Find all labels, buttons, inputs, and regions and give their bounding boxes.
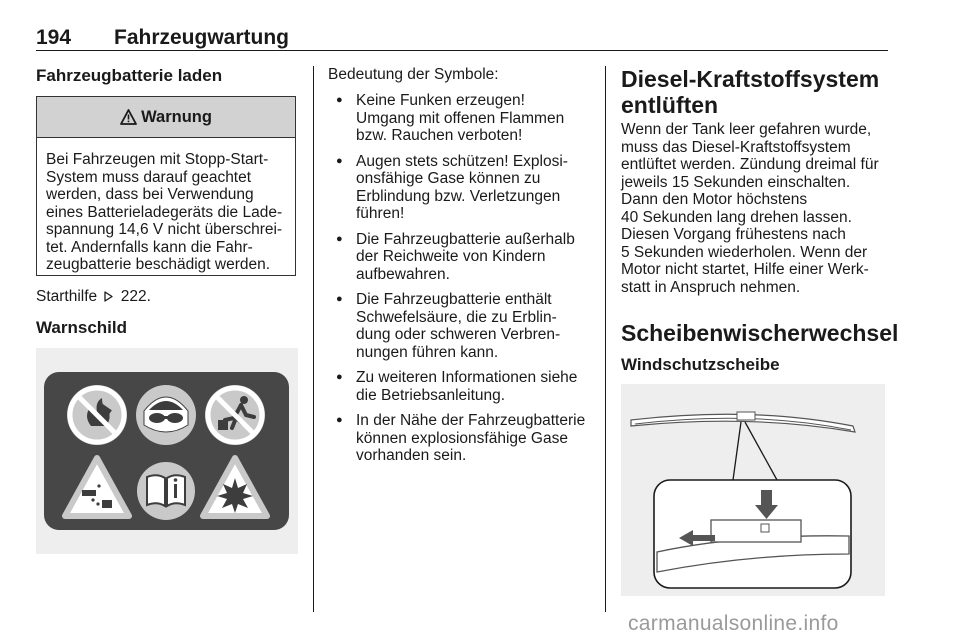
battery-warning-label-figure bbox=[36, 348, 298, 554]
manual-icon bbox=[137, 462, 195, 520]
starthilfe-page: 222. bbox=[120, 288, 151, 305]
starthilfe-label: Starthilfe bbox=[36, 288, 98, 305]
page-number: 194 bbox=[36, 26, 72, 49]
warning-line: eines Batterieladegeräts die Lade- bbox=[46, 203, 283, 221]
warning-line: Bei Fahrzeugen mit Stopp-Start- bbox=[46, 151, 269, 168]
diesel-venting-text: Wenn der Tank leer gefahren wurde, muss das Diesel-Kraftstoffsystem entlüftet werden. Zündung dreimal für jeweils 15 Sekunden einschalten. Dann den Motor höchstens 40 Sekunden lang drehen lassen. Diesen Vorgang frühestens nach 5 Sekunden wiederholen. Wenn der Motor nicht startet, Hilfe einer Werk- statt in Anspruch nehmen. bbox=[621, 121, 879, 296]
warning-line: tet. Andernfalls kann die Fahr- bbox=[46, 238, 253, 256]
list-item: ● In der Nähe der Fahrzeugbatterie können explosionsfähige Gase vorhanden sein. bbox=[328, 412, 600, 465]
symbols-list bbox=[328, 92, 600, 473]
list-item: ● Keine Funken erzeugen! Umgang mit offenen Flammen bzw. Rauchen verboten! bbox=[328, 92, 600, 145]
warning-triangle-icon bbox=[120, 109, 137, 125]
header-rule bbox=[36, 50, 888, 51]
wiper-blade-illustration bbox=[631, 412, 855, 432]
warning-line: werden, dass bei Verwendung bbox=[46, 186, 254, 203]
warning-box bbox=[36, 96, 296, 276]
warning-line: zeugbatterie beschädigt werden. bbox=[46, 256, 271, 273]
column-divider-right bbox=[605, 66, 606, 612]
no-fire-icon bbox=[67, 385, 127, 445]
section-title-windshield: Windschutzscheibe bbox=[621, 355, 780, 374]
watermark: carmanualsonline.info bbox=[628, 612, 839, 635]
starthilfe-reference[interactable] bbox=[36, 288, 151, 306]
warning-line: spannung 14,6 V nicht überschrei- bbox=[46, 221, 283, 238]
section-title-battery-charging: Fahrzeugbatterie laden bbox=[36, 66, 223, 85]
list-item: ● Augen stets schützen! Explosi- onsfähige Gase können zu Erblindung bzw. Verletzungen führen! bbox=[328, 153, 600, 223]
warning-box-text bbox=[37, 138, 295, 274]
section-title-diesel-venting: Diesel-Kraftstoffsystem entlüften bbox=[621, 66, 880, 118]
section-title-warning-label: Warnschild bbox=[36, 318, 127, 337]
wiper-blade-figure bbox=[621, 384, 885, 596]
column-divider-left bbox=[313, 66, 314, 612]
list-item: ● Die Fahrzeugbatterie außerhalb der Reichweite von Kindern aufbewahren. bbox=[328, 231, 600, 284]
eye-protection-icon bbox=[136, 385, 196, 445]
symbols-intro: Bedeutung der Symbole: bbox=[328, 66, 499, 83]
keep-children-away-icon bbox=[205, 385, 265, 445]
warning-line: System muss darauf geachtet bbox=[46, 168, 252, 186]
warning-box-title: Warnung bbox=[141, 107, 212, 126]
warning-box-header bbox=[37, 97, 295, 138]
section-title-wiper-change: Scheibenwischerwechsel bbox=[621, 320, 899, 346]
list-item: ● Zu weiteren Informationen siehe die Betriebsanleitung. bbox=[328, 369, 600, 404]
list-item: ● Die Fahrzeugbatterie enthält Schwefelsäure, die zu Erblin- dung oder schweren Verbren- nungen führen kann. bbox=[328, 291, 600, 361]
cross-reference-arrow-icon bbox=[103, 291, 114, 302]
page-title: Fahrzeugwartung bbox=[114, 26, 290, 49]
